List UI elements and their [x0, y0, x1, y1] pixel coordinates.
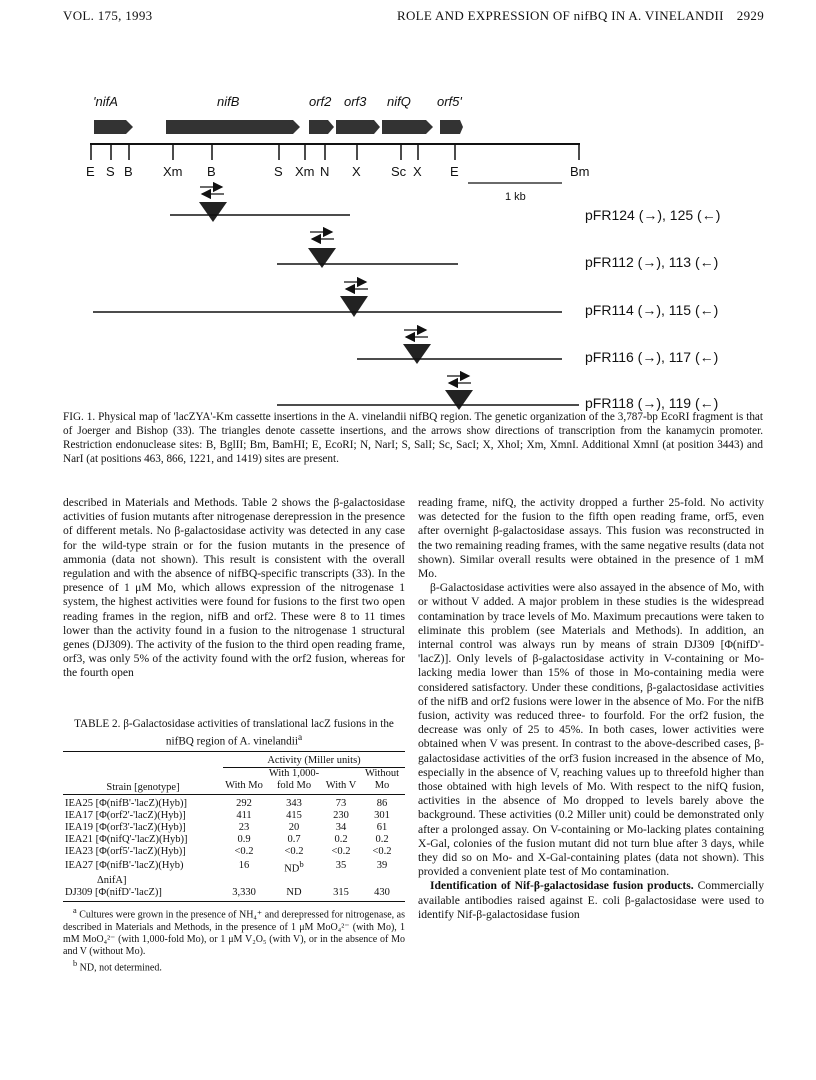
- table-row: IEA17 [Φ(orf2'-'lacZ)(Hyb)] 411 415 230 301: [65, 809, 390, 821]
- gene-arrows: [94, 120, 463, 134]
- table-row: ΔnifA]: [97, 875, 127, 887]
- running-header-title: ROLE AND EXPRESSION OF nifBQ IN A. VINELANDII: [397, 8, 724, 23]
- footnote-marker: b: [299, 858, 304, 869]
- gene-arrow-nifQ: [382, 120, 433, 134]
- table-row: IEA27 [Φ(nifB'-'lacZ)(Hyb) 16 $ND^b$ 35 39: [65, 858, 388, 875]
- table-row: IEA23 [Φ(orf5'-'lacZ)(Hyb)] <0.2 <0.2 <0.2 <0.2: [65, 845, 392, 857]
- site-label: E: [450, 164, 459, 179]
- gene-arrow-orf3: [336, 120, 380, 134]
- table-row: DJ309 [Φ(nifD'-'lacZ)] 3,330 ND 315 430: [63, 887, 405, 902]
- table-row: IEA25 [Φ(nifB'-'lacZ)(Hyb)] 292 343 73 86: [65, 797, 388, 809]
- page-number: 2929: [736, 8, 764, 23]
- site-label: B: [207, 164, 216, 179]
- plasmid-label: pFR112 (→), 113 (←): [585, 254, 719, 270]
- body-paragraph: described in Materials and Methods. Table 2 shows the β-galactosidase activities of fusion mutants after nitrogenase derepression in the presence of different metals. No β-galactosidase activity was detected in any case for the wild-type strain or for the fusion mutants in the presence of ammonia (data not shown). This result is consistent with the overall regulation and with the absence of nifBQ-specific transcripts (33). In the presence of 1 μM Mo, which allows expression of the nitrogenase 1 system, the highest activities were found for fusions to the first two open reading frames in the region, nifB and orf2. These were 8 to 11 times lower than the activity found in a fusion to the nitrogenase 1 structural genes (DJ309). The activity of the fusion to the third open reading frame, orf3, was only 5% of the activity found with the orf2 fusion, whereas for the fourth open: [63, 496, 405, 680]
- column-header: With 1,000-fold Mo: [268, 767, 320, 791]
- gene-arrow-orf2: [309, 120, 334, 134]
- site-label: S: [106, 164, 115, 179]
- table-row: IEA21 [Φ(nifQ'-'lacZ)(Hyb)] 0.9 0.7 0.2 0.2: [65, 833, 389, 845]
- column-header: With V: [325, 779, 357, 791]
- table-footnotes: [63, 905, 405, 974]
- site-label: N: [320, 164, 330, 179]
- activity-table: [63, 751, 405, 903]
- gene-label-orf2: orf2: [309, 94, 332, 109]
- body-paragraph: β-Galactosidase activities were also assayed in the absence of Mo, with or without V added. A major problem in these studies is the widespread contamination by trace levels of Mo. Maximum precautions were taken to eliminate this problem (see Materials and Methods). In addition, an internal control was always run by means of strain DJ309 [Φ(nifD'-'lacZ)]. Only levels of β-galactosidase activity in V-containing or Mo-lacking media lower than 15% of those in Mo-containing media were considered satisfactory. Under these conditions, β-galactosidase activities of the nifB and orf2 fusions were lower in the absence of Mo. For the nifB fusion, activity was reduced three- to fourfold. For the orf2 fusion, the decrease was only of 25 to 45%. In both cases, lower activities were obtained when V was present. In contrast to the above-described cases, β-galactosidase activities of the orf3 fusion increased in the absence of Mo, especially in the absence of V, reaching values up to threefold higher than those obtained with high levels of Mo. With respect to the nifQ fusion, activities in the absence of Mo dropped to levels barely above the background. These activities (0.2 Miller unit) could be demonstrated only after a prolonged assay. On V-containing or Mo-lacking plates containing X-Gal, colonies of the fusion mutant did not turn blue after 3 days, while they did so on Mo- and X-Gal-containing plates (data not shown). This provided a convenient plate test of Mo contamination.: [418, 581, 764, 879]
- insertion-pFR118: [277, 376, 579, 410]
- body-paragraph: Identification of Nif-β-galactosidase fusion products. Commercially available antibodies raised against E. coli β-galactosidase were used to identify Nif-β-galactosidase fusion: [418, 879, 764, 921]
- table-title: TABLE 2. β-Galactosidase activities of translational lacZ fusions in the nifBQ region of A. vinelandii$^a$: [74, 718, 394, 748]
- site-label: Xm: [163, 164, 183, 179]
- body-paragraph: reading frame, nifQ, the activity dropped a further 25-fold. No activity was detected for the fusion to the fifth open reading frame, orf5, even after overnight β-galactosidase assays. This fusion was reconstructed in the two remaining reading frames, with the same negative results (data not shown). Similar overall results were obtained in the presence of 1 mM Mo.: [418, 496, 764, 581]
- site-label: Xm: [295, 164, 315, 179]
- running-header-volume: VOL. 175, 1993: [63, 8, 153, 23]
- site-label: B: [124, 164, 133, 179]
- table-footnote-b: $^b$ ND, not determined.: [73, 958, 162, 973]
- plasmid-label: pFR118 (→), 119 (←): [585, 395, 719, 411]
- figure-caption: FIG. 1. Physical map of 'lacZYA'-Km cassette insertions in the A. vinelandii nifBQ region. The genetic organization of the 3,787-bp EcoRI fragment is that of Joerger and Bishop (33). The triangles denote cassette insertions, and the arrows show directions of transcription from the kanamycin promoter. Restriction endonuclease sites: B, BglII; Bm, BamHI; E, EcoRI; N, NarI; S, SalI; Sc, SacI; X, XhoI; Xm, XmnI. Additional XmnI (at position 3443) and NarI (at positions 463, 866, 1221, and 1419) sites are present.: [63, 411, 763, 465]
- column-header: Without Mo: [365, 767, 399, 791]
- scale-bar-label: 1 kb: [505, 191, 526, 203]
- activity-group-header: Activity (Miller units): [223, 751, 405, 767]
- plasmid-label: pFR114 (→), 115 (←): [585, 302, 719, 318]
- site-labels: [86, 164, 590, 179]
- gene-arrow-nifA: [94, 120, 133, 134]
- site-label: S: [274, 164, 283, 179]
- table-row: IEA19 [Φ(orf3'-'lacZ)(Hyb)] 23 20 34 61: [65, 821, 388, 833]
- table-footnote-a: $^a$ Cultures were grown in the presence of NH₄⁺ and derepressed for nitrogenase, as described in Materials and Methods, in the presence of 1 μM MoO₄²⁻ (with Mo), 1 mM MoO₄²⁻ (with 1,000-fold Mo), or 1 μM V₂O₅ (with V), or in the absence of Mo and V (without Mo).: [63, 906, 405, 957]
- site-label: Bm: [570, 164, 590, 179]
- text-column-left: [63, 496, 405, 681]
- gene-arrow-orf5: [440, 120, 463, 134]
- site-label: X: [413, 164, 422, 179]
- gene-label-orf3: orf3: [344, 94, 367, 109]
- restriction-ticks: [91, 144, 579, 160]
- site-label: X: [352, 164, 361, 179]
- gene-label-nifB: nifB: [217, 94, 240, 109]
- gene-arrow-nifB: [166, 120, 300, 134]
- table-2: [63, 718, 405, 974]
- insertion-pFR124: [170, 187, 350, 222]
- text-column-right: [418, 496, 764, 922]
- section-heading: Identification of Nif-β-galactosidase fusion products.: [430, 879, 694, 893]
- gene-label-nifQ: nifQ: [387, 94, 411, 109]
- gene-label-orf5: orf5': [437, 94, 462, 109]
- plasmid-label: pFR116 (→), 117 (←): [585, 349, 719, 365]
- strain-column-header: Strain [genotype]: [63, 751, 223, 794]
- insertion-pFR112: [277, 232, 458, 268]
- site-label: E: [86, 164, 95, 179]
- gene-label-nifA: 'nifA: [93, 94, 118, 109]
- plasmid-label: pFR124 (→), 125 (←): [585, 207, 721, 223]
- insertion-pFR114: [93, 282, 562, 317]
- insertion-pFR116: [357, 330, 562, 364]
- site-label: Sc: [391, 164, 407, 179]
- column-header: With Mo: [225, 779, 263, 791]
- footnote-marker: a: [297, 732, 303, 743]
- physical-map-figure: [0, 0, 816, 420]
